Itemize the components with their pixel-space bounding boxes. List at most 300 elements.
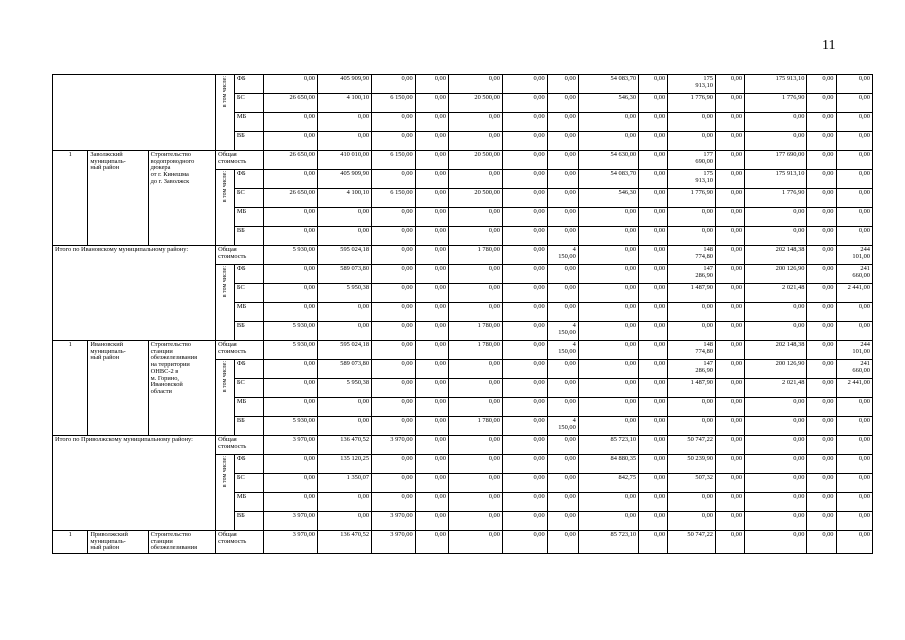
value-cell: 0,00 bbox=[415, 132, 448, 151]
value-cell: 5 950,38 bbox=[318, 379, 372, 398]
value-cell: 3 970,00 bbox=[372, 436, 416, 455]
value-cell: 0,00 bbox=[372, 227, 416, 246]
value-cell: 0,00 bbox=[578, 512, 638, 531]
value-cell: 0,00 bbox=[318, 303, 372, 322]
value-cell: 0,00 bbox=[502, 246, 547, 265]
fb-row-label: ФБ bbox=[234, 360, 263, 379]
value-cell: 0,00 bbox=[547, 208, 578, 227]
value-cell: 5 930,00 bbox=[263, 322, 317, 341]
table-frame bbox=[52, 74, 873, 567]
value-cell: 0,00 bbox=[745, 436, 807, 455]
value-cell: 0,00 bbox=[263, 75, 317, 94]
value-cell: 0,00 bbox=[547, 265, 578, 284]
value-cell: 0,00 bbox=[715, 417, 744, 436]
value-cell: 0,00 bbox=[578, 227, 638, 246]
value-cell: 0,00 bbox=[547, 360, 578, 379]
general-cost-label: Общая стоимость bbox=[216, 436, 264, 455]
row-index: 1 bbox=[53, 531, 88, 554]
value-cell: 0,00 bbox=[836, 398, 873, 417]
value-cell: 177 690,00 bbox=[668, 151, 716, 170]
value-cell: 0,00 bbox=[372, 246, 416, 265]
value-cell: 0,00 bbox=[836, 531, 873, 554]
value-cell: 0,00 bbox=[502, 113, 547, 132]
in-total-label bbox=[216, 455, 235, 531]
value-cell: 177 690,00 bbox=[745, 151, 807, 170]
value-cell: 0,00 bbox=[415, 512, 448, 531]
value-cell: 0,00 bbox=[715, 265, 744, 284]
value-cell: 0,00 bbox=[502, 265, 547, 284]
value-cell: 3 970,00 bbox=[372, 531, 416, 554]
value-cell: 0,00 bbox=[547, 151, 578, 170]
mb-row-label: МБ bbox=[234, 208, 263, 227]
general-cost-row bbox=[53, 151, 873, 170]
value-cell: 0,00 bbox=[807, 132, 836, 151]
value-cell: 54 083,70 bbox=[578, 75, 638, 94]
value-cell: 0,00 bbox=[372, 417, 416, 436]
fb-row-label: ФБ bbox=[234, 455, 263, 474]
value-cell: 0,00 bbox=[263, 493, 317, 512]
value-cell: 0,00 bbox=[668, 227, 716, 246]
mb-row-label: МБ bbox=[234, 398, 263, 417]
vb-row-label: ВБ bbox=[234, 132, 263, 151]
value-cell: 0,00 bbox=[502, 341, 547, 360]
value-cell: 0,00 bbox=[415, 398, 448, 417]
general-cost-label: Общая стоимость bbox=[216, 341, 264, 360]
mb-row-label: МБ bbox=[234, 493, 263, 512]
value-cell: 2 441,00 bbox=[836, 379, 873, 398]
value-cell: 0,00 bbox=[415, 227, 448, 246]
value-cell: 0,00 bbox=[745, 398, 807, 417]
value-cell: 0,00 bbox=[502, 474, 547, 493]
value-cell: 0,00 bbox=[807, 360, 836, 379]
value-cell: 0,00 bbox=[807, 189, 836, 208]
value-cell: 0,00 bbox=[318, 493, 372, 512]
in-total-text: в том числе: bbox=[221, 361, 228, 393]
value-cell: 0,00 bbox=[502, 493, 547, 512]
value-cell: 0,00 bbox=[263, 379, 317, 398]
financing-table bbox=[52, 74, 873, 554]
value-cell: 0,00 bbox=[807, 417, 836, 436]
value-cell: 0,00 bbox=[715, 455, 744, 474]
value-cell: 0,00 bbox=[745, 227, 807, 246]
district-name: Приволжский муниципаль- ный район bbox=[88, 531, 148, 554]
value-cell: 0,00 bbox=[578, 322, 638, 341]
value-cell: 3 970,00 bbox=[372, 512, 416, 531]
value-cell: 0,00 bbox=[745, 322, 807, 341]
value-cell: 0,00 bbox=[836, 132, 873, 151]
project-description: Строительство станции обезжелезивания bbox=[148, 531, 216, 554]
value-cell: 0,00 bbox=[415, 360, 448, 379]
value-cell: 0,00 bbox=[639, 360, 668, 379]
value-cell: 589 073,80 bbox=[318, 360, 372, 379]
value-cell: 0,00 bbox=[372, 113, 416, 132]
value-cell: 4 150,00 bbox=[547, 417, 578, 436]
value-cell: 0,00 bbox=[372, 303, 416, 322]
value-cell: 0,00 bbox=[639, 132, 668, 151]
value-cell: 0,00 bbox=[372, 379, 416, 398]
value-cell: 0,00 bbox=[547, 379, 578, 398]
value-cell: 0,00 bbox=[372, 208, 416, 227]
value-cell: 0,00 bbox=[836, 474, 873, 493]
value-cell: 0,00 bbox=[318, 398, 372, 417]
value-cell: 0,00 bbox=[715, 322, 744, 341]
value-cell: 0,00 bbox=[578, 284, 638, 303]
value-cell: 0,00 bbox=[502, 227, 547, 246]
value-cell: 0,00 bbox=[415, 170, 448, 189]
value-cell: 0,00 bbox=[502, 189, 547, 208]
value-cell: 0,00 bbox=[578, 360, 638, 379]
value-cell: 0,00 bbox=[745, 493, 807, 512]
district-name: Заволжский муниципаль- ный район bbox=[88, 151, 148, 246]
value-cell: 0,00 bbox=[745, 208, 807, 227]
value-cell: 1 776,90 bbox=[668, 94, 716, 113]
value-cell: 0,00 bbox=[715, 151, 744, 170]
value-cell: 0,00 bbox=[263, 455, 317, 474]
value-cell: 0,00 bbox=[263, 170, 317, 189]
value-cell: 0,00 bbox=[415, 474, 448, 493]
value-cell: 0,00 bbox=[668, 398, 716, 417]
general-cost-row bbox=[53, 341, 873, 360]
value-cell: 0,00 bbox=[448, 493, 502, 512]
district-name: Ивановский муниципаль- ный район bbox=[88, 341, 148, 436]
value-cell: 202 148,38 bbox=[745, 246, 807, 265]
value-cell: 0,00 bbox=[836, 113, 873, 132]
value-cell: 0,00 bbox=[639, 284, 668, 303]
value-cell: 0,00 bbox=[415, 455, 448, 474]
value-cell: 0,00 bbox=[502, 398, 547, 417]
value-cell: 0,00 bbox=[415, 94, 448, 113]
value-cell: 842,75 bbox=[578, 474, 638, 493]
value-cell: 0,00 bbox=[547, 113, 578, 132]
value-cell: 0,00 bbox=[372, 284, 416, 303]
value-cell: 54 083,70 bbox=[578, 170, 638, 189]
value-cell: 0,00 bbox=[668, 132, 716, 151]
bs-row-label: БС bbox=[234, 474, 263, 493]
value-cell: 0,00 bbox=[807, 265, 836, 284]
value-cell: 20 500,00 bbox=[448, 94, 502, 113]
value-cell: 0,00 bbox=[415, 436, 448, 455]
value-cell: 0,00 bbox=[807, 493, 836, 512]
value-cell: 0,00 bbox=[448, 208, 502, 227]
general-cost-label: Общая стоимость bbox=[216, 151, 264, 170]
value-cell: 0,00 bbox=[448, 284, 502, 303]
value-cell: 0,00 bbox=[715, 398, 744, 417]
value-cell: 546,30 bbox=[578, 94, 638, 113]
value-cell: 0,00 bbox=[668, 493, 716, 512]
value-cell: 0,00 bbox=[836, 75, 873, 94]
value-cell: 0,00 bbox=[578, 398, 638, 417]
value-cell: 0,00 bbox=[639, 151, 668, 170]
value-cell: 3 970,00 bbox=[263, 436, 317, 455]
value-cell: 0,00 bbox=[668, 113, 716, 132]
value-cell: 0,00 bbox=[547, 303, 578, 322]
value-cell: 405 909,90 bbox=[318, 170, 372, 189]
value-cell: 6 150,00 bbox=[372, 189, 416, 208]
value-cell: 0,00 bbox=[502, 322, 547, 341]
value-cell: 0,00 bbox=[745, 531, 807, 554]
value-cell: 0,00 bbox=[448, 455, 502, 474]
value-cell: 507,32 bbox=[668, 474, 716, 493]
value-cell: 0,00 bbox=[836, 94, 873, 113]
value-cell: 0,00 bbox=[263, 360, 317, 379]
value-cell: 0,00 bbox=[502, 455, 547, 474]
value-cell: 0,00 bbox=[372, 75, 416, 94]
value-cell: 175 913,10 bbox=[668, 170, 716, 189]
value-cell: 0,00 bbox=[372, 341, 416, 360]
value-cell: 20 500,00 bbox=[448, 151, 502, 170]
value-cell: 0,00 bbox=[547, 531, 578, 554]
value-cell: 136 470,52 bbox=[318, 531, 372, 554]
value-cell: 1 776,90 bbox=[745, 94, 807, 113]
value-cell: 0,00 bbox=[502, 360, 547, 379]
value-cell: 200 126,90 bbox=[745, 265, 807, 284]
value-cell: 0,00 bbox=[547, 189, 578, 208]
value-cell: 0,00 bbox=[639, 170, 668, 189]
value-cell: 1 776,90 bbox=[668, 189, 716, 208]
value-cell: 0,00 bbox=[807, 227, 836, 246]
value-cell: 0,00 bbox=[372, 474, 416, 493]
value-cell: 0,00 bbox=[448, 132, 502, 151]
value-cell: 0,00 bbox=[745, 132, 807, 151]
value-cell: 135 120,25 bbox=[318, 455, 372, 474]
value-cell: 410 010,00 bbox=[318, 151, 372, 170]
value-cell: 54 630,00 bbox=[578, 151, 638, 170]
value-cell: 0,00 bbox=[547, 284, 578, 303]
value-cell: 0,00 bbox=[715, 246, 744, 265]
value-cell: 0,00 bbox=[639, 436, 668, 455]
value-cell: 0,00 bbox=[415, 322, 448, 341]
value-cell: 0,00 bbox=[715, 493, 744, 512]
value-cell: 0,00 bbox=[715, 227, 744, 246]
value-cell: 0,00 bbox=[639, 208, 668, 227]
value-cell: 0,00 bbox=[578, 417, 638, 436]
value-cell: 136 470,52 bbox=[318, 436, 372, 455]
value-cell: 0,00 bbox=[415, 493, 448, 512]
value-cell: 0,00 bbox=[372, 322, 416, 341]
value-cell: 0,00 bbox=[639, 531, 668, 554]
value-cell: 0,00 bbox=[415, 208, 448, 227]
value-cell: 0,00 bbox=[807, 170, 836, 189]
general-cost-row bbox=[53, 246, 873, 265]
value-cell: 26 650,00 bbox=[263, 189, 317, 208]
value-cell: 0,00 bbox=[415, 113, 448, 132]
value-cell: 0,00 bbox=[578, 113, 638, 132]
value-cell: 0,00 bbox=[263, 227, 317, 246]
value-cell: 0,00 bbox=[415, 417, 448, 436]
value-cell: 0,00 bbox=[745, 474, 807, 493]
value-cell: 0,00 bbox=[639, 75, 668, 94]
value-cell: 0,00 bbox=[668, 208, 716, 227]
value-cell: 0,00 bbox=[547, 75, 578, 94]
value-cell: 0,00 bbox=[578, 303, 638, 322]
value-cell: 0,00 bbox=[807, 284, 836, 303]
vb-row-label: ВБ bbox=[234, 512, 263, 531]
value-cell: 0,00 bbox=[639, 227, 668, 246]
value-cell: 0,00 bbox=[448, 113, 502, 132]
value-cell: 0,00 bbox=[415, 75, 448, 94]
value-cell: 0,00 bbox=[715, 512, 744, 531]
value-cell: 175 913,10 bbox=[745, 75, 807, 94]
in-total-text: в том числе: bbox=[221, 456, 228, 488]
general-cost-label: Общая стоимость bbox=[216, 531, 264, 554]
value-cell: 0,00 bbox=[415, 303, 448, 322]
value-cell: 0,00 bbox=[547, 455, 578, 474]
value-cell: 546,30 bbox=[578, 189, 638, 208]
vb-row-label: ВБ bbox=[234, 417, 263, 436]
value-cell: 0,00 bbox=[502, 208, 547, 227]
value-cell: 0,00 bbox=[372, 170, 416, 189]
value-cell: 405 909,90 bbox=[318, 75, 372, 94]
value-cell: 0,00 bbox=[836, 493, 873, 512]
value-cell: 200 126,90 bbox=[745, 360, 807, 379]
value-cell: 0,00 bbox=[639, 379, 668, 398]
value-cell: 0,00 bbox=[578, 379, 638, 398]
value-cell: 0,00 bbox=[547, 132, 578, 151]
district-total-title: Итого по Ивановскому муниципальному району: bbox=[53, 246, 216, 341]
value-cell: 0,00 bbox=[502, 132, 547, 151]
value-cell: 3 970,00 bbox=[263, 531, 317, 554]
value-cell: 0,00 bbox=[639, 113, 668, 132]
project-description: Строительство станции обезжелезивания на территории ОНВС-2 в м. Горино, Ивановской области bbox=[148, 341, 216, 436]
value-cell: 4 100,10 bbox=[318, 94, 372, 113]
fb-row-label: ФБ bbox=[234, 170, 263, 189]
value-cell: 0,00 bbox=[448, 474, 502, 493]
value-cell: 0,00 bbox=[745, 417, 807, 436]
row-index: 1 bbox=[53, 341, 88, 436]
value-cell: 0,00 bbox=[448, 531, 502, 554]
value-cell: 6 150,00 bbox=[372, 151, 416, 170]
value-cell: 0,00 bbox=[448, 360, 502, 379]
value-cell: 1 780,00 bbox=[448, 246, 502, 265]
value-cell: 0,00 bbox=[836, 170, 873, 189]
value-cell: 0,00 bbox=[502, 151, 547, 170]
value-cell: 0,00 bbox=[745, 113, 807, 132]
value-cell: 0,00 bbox=[715, 170, 744, 189]
value-cell: 0,00 bbox=[836, 512, 873, 531]
value-cell: 0,00 bbox=[547, 436, 578, 455]
value-cell: 0,00 bbox=[807, 455, 836, 474]
value-cell: 3 970,00 bbox=[263, 512, 317, 531]
value-cell: 589 073,80 bbox=[318, 265, 372, 284]
value-cell: 1 780,00 bbox=[448, 322, 502, 341]
value-cell: 0,00 bbox=[415, 379, 448, 398]
value-cell: 0,00 bbox=[639, 322, 668, 341]
value-cell: 175 913,10 bbox=[745, 170, 807, 189]
value-cell: 1 350,07 bbox=[318, 474, 372, 493]
value-cell: 0,00 bbox=[372, 265, 416, 284]
bs-row-label: БС bbox=[234, 284, 263, 303]
value-cell: 50 747,22 bbox=[668, 531, 716, 554]
value-cell: 0,00 bbox=[263, 398, 317, 417]
value-cell: 84 880,35 bbox=[578, 455, 638, 474]
value-cell: 0,00 bbox=[448, 227, 502, 246]
value-cell: 0,00 bbox=[502, 284, 547, 303]
value-cell: 0,00 bbox=[372, 493, 416, 512]
value-cell: 0,00 bbox=[807, 94, 836, 113]
value-cell: 1 487,90 bbox=[668, 379, 716, 398]
value-cell: 85 723,10 bbox=[578, 531, 638, 554]
value-cell: 0,00 bbox=[502, 303, 547, 322]
value-cell: 0,00 bbox=[807, 151, 836, 170]
value-cell: 0,00 bbox=[448, 398, 502, 417]
value-cell: 0,00 bbox=[263, 303, 317, 322]
value-cell: 0,00 bbox=[415, 189, 448, 208]
value-cell: 0,00 bbox=[745, 512, 807, 531]
value-cell: 0,00 bbox=[578, 246, 638, 265]
value-cell: 202 148,38 bbox=[745, 341, 807, 360]
value-cell: 0,00 bbox=[715, 379, 744, 398]
in-total-label bbox=[216, 265, 235, 341]
value-cell: 0,00 bbox=[263, 265, 317, 284]
value-cell: 1 780,00 bbox=[448, 341, 502, 360]
value-cell: 0,00 bbox=[836, 303, 873, 322]
in-total-label bbox=[216, 75, 235, 151]
value-cell: 85 723,10 bbox=[578, 436, 638, 455]
value-cell: 0,00 bbox=[715, 474, 744, 493]
value-cell: 0,00 bbox=[415, 284, 448, 303]
value-cell: 0,00 bbox=[668, 512, 716, 531]
value-cell: 26 650,00 bbox=[263, 151, 317, 170]
value-cell: 595 024,18 bbox=[318, 246, 372, 265]
value-cell: 0,00 bbox=[715, 284, 744, 303]
value-cell: 0,00 bbox=[639, 455, 668, 474]
value-cell: 0,00 bbox=[502, 417, 547, 436]
value-cell: 241 660,00 bbox=[836, 265, 873, 284]
value-cell: 0,00 bbox=[715, 189, 744, 208]
value-cell: 0,00 bbox=[448, 512, 502, 531]
value-cell: 0,00 bbox=[807, 246, 836, 265]
value-cell: 2 441,00 bbox=[836, 284, 873, 303]
value-cell: 0,00 bbox=[578, 265, 638, 284]
value-cell: 0,00 bbox=[807, 113, 836, 132]
value-cell: 0,00 bbox=[263, 132, 317, 151]
value-cell: 244 101,00 bbox=[836, 246, 873, 265]
value-cell: 0,00 bbox=[807, 436, 836, 455]
value-cell: 0,00 bbox=[745, 303, 807, 322]
value-cell: 26 650,00 bbox=[263, 94, 317, 113]
in-total-text: в том числе: bbox=[221, 76, 228, 108]
value-cell: 241 660,00 bbox=[836, 360, 873, 379]
value-cell: 0,00 bbox=[715, 303, 744, 322]
value-cell: 0,00 bbox=[448, 265, 502, 284]
value-cell: 0,00 bbox=[668, 322, 716, 341]
value-cell: 0,00 bbox=[502, 379, 547, 398]
value-cell: 0,00 bbox=[715, 436, 744, 455]
value-cell: 0,00 bbox=[263, 208, 317, 227]
value-cell: 0,00 bbox=[502, 170, 547, 189]
general-cost-row bbox=[53, 531, 873, 554]
value-cell: 0,00 bbox=[807, 208, 836, 227]
value-cell: 0,00 bbox=[807, 341, 836, 360]
value-cell: 0,00 bbox=[547, 493, 578, 512]
general-cost-label: Общая стоимость bbox=[216, 246, 264, 265]
value-cell: 1 776,90 bbox=[745, 189, 807, 208]
value-cell: 0,00 bbox=[668, 303, 716, 322]
value-cell: 0,00 bbox=[502, 512, 547, 531]
value-cell: 0,00 bbox=[448, 436, 502, 455]
value-cell: 5 930,00 bbox=[263, 341, 317, 360]
value-cell: 2 021,48 bbox=[745, 284, 807, 303]
value-cell: 0,00 bbox=[807, 512, 836, 531]
value-cell: 0,00 bbox=[836, 455, 873, 474]
value-cell: 0,00 bbox=[502, 531, 547, 554]
value-cell: 0,00 bbox=[836, 322, 873, 341]
value-cell: 4 150,00 bbox=[547, 341, 578, 360]
value-cell: 595 024,18 bbox=[318, 341, 372, 360]
value-cell: 148 774,80 bbox=[668, 341, 716, 360]
value-cell: 0,00 bbox=[318, 227, 372, 246]
value-cell: 0,00 bbox=[415, 246, 448, 265]
